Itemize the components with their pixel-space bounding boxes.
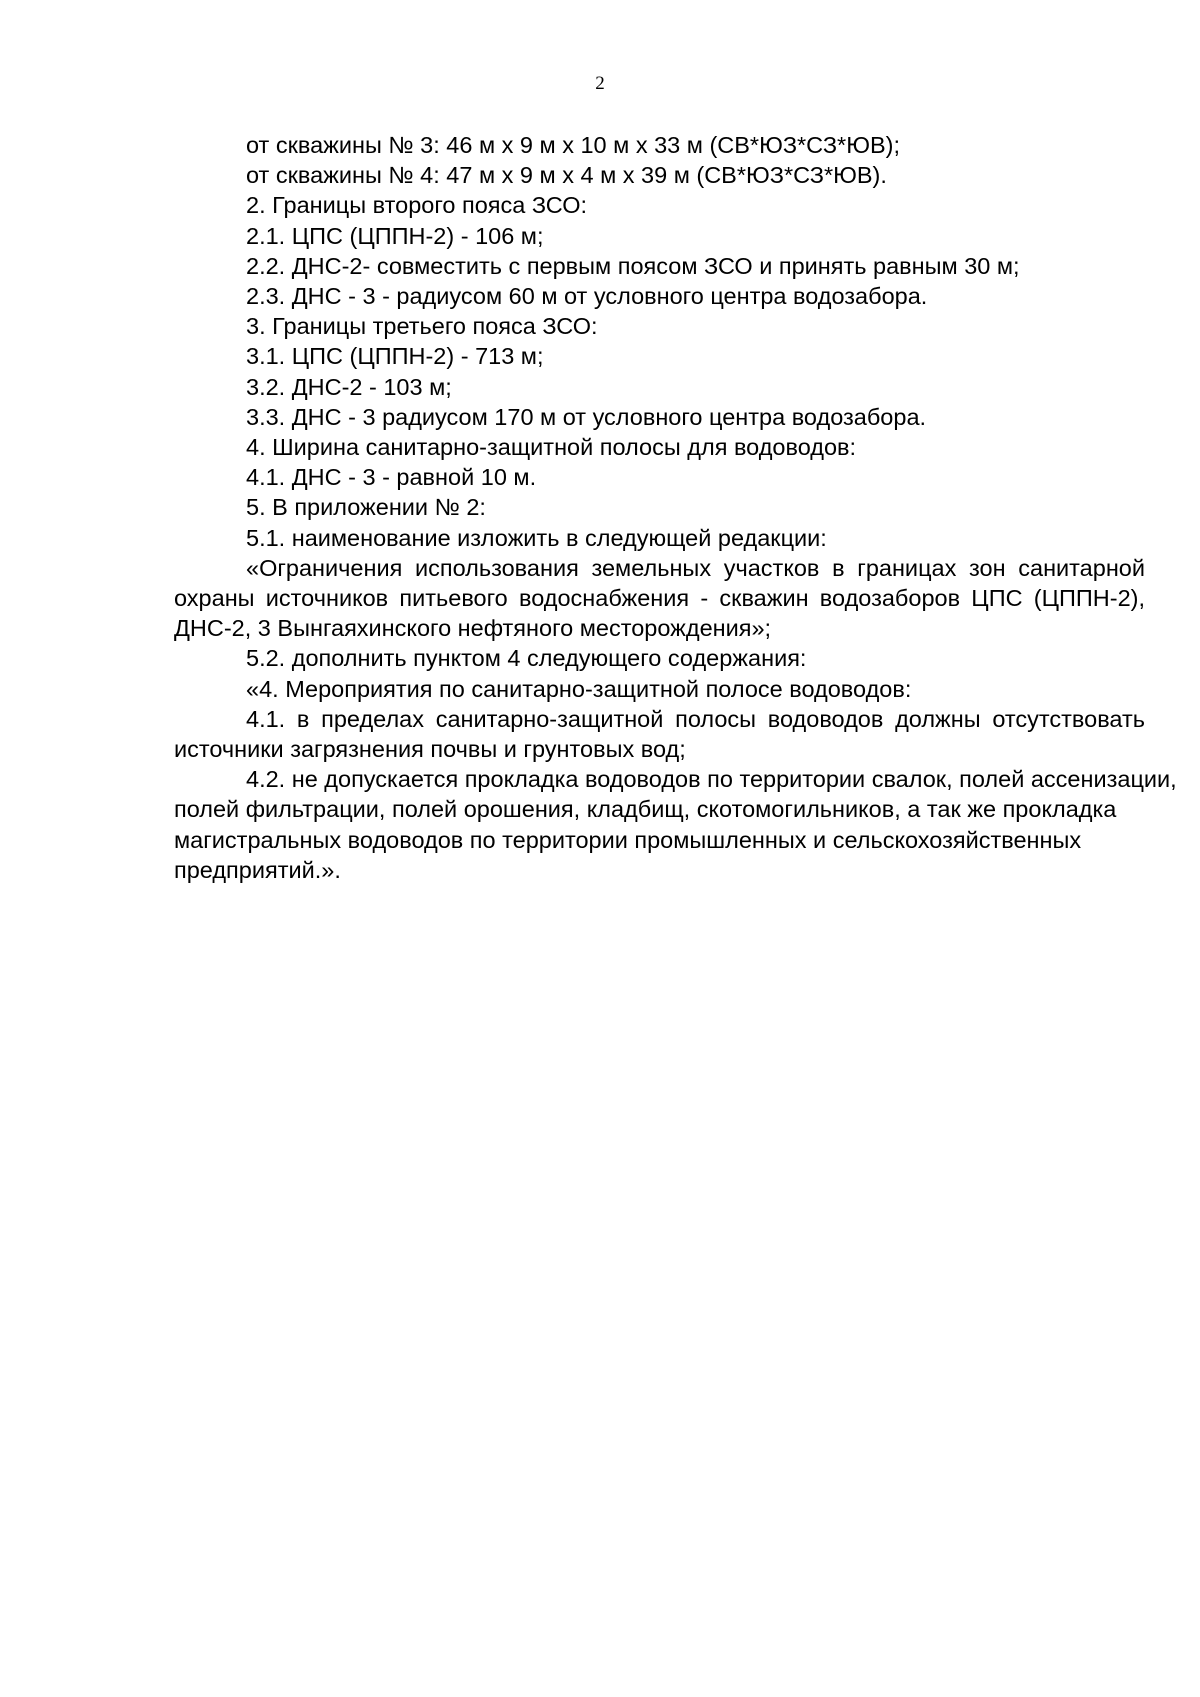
text-line-well-4: от скважины № 4: 47 м х 9 м х 4 м х 39 м (СВ*ЮЗ*СЗ*ЮВ). [246,162,887,189]
page-number: 2 [595,73,605,94]
item-5-1: 5.1. наименование изложить в следующей редакции: [246,524,827,551]
item-5-2: 5.2. дополнить пунктом 4 следующего содержания: [246,645,807,672]
measures-heading: «4. Мероприятия по санитарно-защитной полосе водоводов: [246,675,912,702]
paragraph-title-change: «Ограничения использования земельных участков в границах зон санитарной охраны источников питьевого водоснабжения - скважин водозаборов ЦПС (ЦППН-2), ДНС-2, 3 Вынгаяхинского нефтяного месторождения»; [174,554,1145,642]
heading-third-zone: 3. Границы третьего пояса ЗСО: [246,313,598,340]
heading-second-zone: 2. Границы второго пояса ЗСО: [246,192,588,219]
document-body [174,130,1177,885]
paragraph-4-2: 4.2. не допускается прокладка водоводов по территории свалок, полей ассенизации, полей фильтрации, полей орошения, кладбищ, скотомогильников, а так же прокладка магистральных водоводов по территории промышленных и сельскохозяйственных предприятий.». [174,766,1177,883]
item-4-1: 4.1. ДНС - 3 - равной 10 м. [246,464,537,491]
heading-appendix-2: 5. В приложении № 2: [246,494,486,521]
item-2-3: 2.3. ДНС - 3 - радиусом 60 м от условного центра водозабора. [246,283,928,310]
heading-strip-width: 4. Ширина санитарно-защитной полосы для водоводов: [246,434,857,461]
item-2-2: 2.2. ДНС-2- совместить с первым поясом ЗСО и принять равным 30 м; [246,252,1020,279]
paragraph-4-1: 4.1. в пределах санитарно-защитной полосы водоводов должны отсутствовать источники загрязнения почвы и грунтовых вод; [174,705,1145,763]
item-3-2: 3.2. ДНС-2 - 103 м; [246,373,452,400]
text-line-well-3: от скважины № 3: 46 м х 9 м х 10 м х 33 м (СВ*ЮЗ*СЗ*ЮВ); [246,132,900,158]
item-3-3: 3.3. ДНС - 3 радиусом 170 м от условного центра водозабора. [246,403,927,430]
item-3-1: 3.1. ЦПС (ЦППН-2) - 713 м; [246,343,544,370]
item-2-1: 2.1. ЦПС (ЦППН-2) - 106 м; [246,222,544,249]
